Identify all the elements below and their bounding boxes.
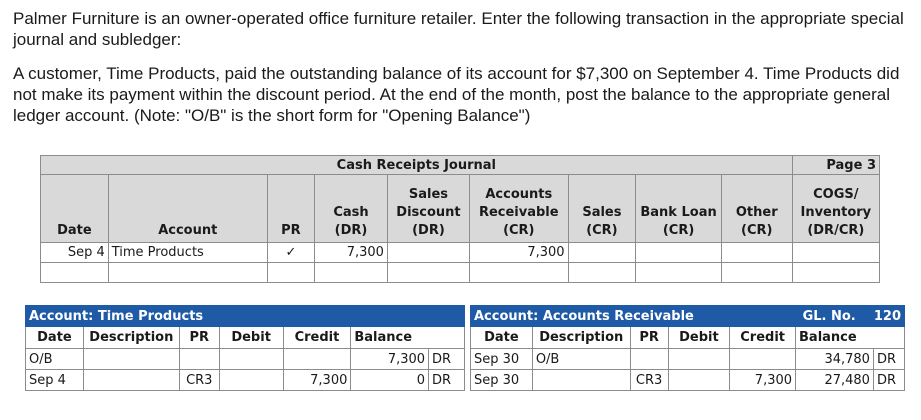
subledger-drcr-cell[interactable]: DR [429, 370, 465, 391]
table-row [26, 349, 465, 370]
subledger-credit-cell[interactable]: 7,300 [283, 370, 351, 391]
journal-empty-cell[interactable] [721, 263, 792, 283]
subledger-date-cell[interactable]: O/B [26, 349, 84, 370]
subledger-time-products [25, 305, 465, 391]
journal-bank-loan-cell[interactable] [636, 243, 722, 263]
cash-receipts-journal [40, 155, 880, 283]
gl-account-title: Account: Accounts Receivable [471, 306, 796, 327]
subledger-col-description: Description [83, 327, 179, 349]
subledger-balance-cell[interactable]: 0 [351, 370, 429, 391]
gl-pr-cell[interactable]: CR3 [630, 370, 668, 391]
general-ledger-accounts-receivable [470, 305, 905, 391]
subledger-description-cell[interactable] [83, 349, 179, 370]
gl-col-debit: Debit [668, 327, 730, 349]
gl-credit-cell[interactable] [730, 349, 796, 370]
col-cogs: COGS/ Inventory (DR/CR) [792, 175, 879, 243]
gl-pr-cell[interactable] [630, 349, 668, 370]
journal-sales-discount-cell[interactable] [387, 243, 469, 263]
subledger-debit-cell[interactable] [219, 370, 283, 391]
intro-text: Palmer Furniture is an owner-operated office furniture retailer. Enter the following transaction in the appropriate special journal and subledger: [13, 9, 904, 49]
subledger-account-title: Account: Time Products [26, 306, 465, 327]
journal-sales-cell[interactable] [568, 243, 636, 263]
subledger-description-cell[interactable] [83, 370, 179, 391]
journal-page: Page 3 [792, 156, 879, 175]
journal-empty-cell[interactable] [568, 263, 636, 283]
col-sales: Sales (CR) [568, 175, 636, 243]
transaction-text: A customer, Time Products, paid the outstanding balance of its account for $7,300 on September 4. Time Products did not make its payment within the discount period. At the end of the month, post the balance to the appropriate general ledger account. (Note: "O/B" is the short form for "Opening Balance") [13, 64, 900, 125]
subledger-col-pr: PR [179, 327, 219, 349]
gl-col-pr: PR [630, 327, 668, 349]
journal-pr-cell[interactable]: ✓ [267, 243, 314, 263]
gl-col-date: Date [471, 327, 533, 349]
journal-ar-cell[interactable]: 7,300 [470, 243, 569, 263]
journal-empty-cell[interactable] [470, 263, 569, 283]
gl-balance-cell[interactable]: 27,480 [796, 370, 874, 391]
gl-drcr-cell[interactable]: DR [873, 349, 904, 370]
journal-empty-cell[interactable] [636, 263, 722, 283]
col-accounts-receivable: Accounts Receivable (CR) [470, 175, 569, 243]
journal-date-cell[interactable]: Sep 4 [41, 243, 109, 263]
table-row [471, 349, 905, 370]
col-pr: PR [267, 175, 314, 243]
gl-debit-cell[interactable] [668, 349, 730, 370]
gl-debit-cell[interactable] [668, 370, 730, 391]
col-date: Date [41, 175, 109, 243]
subledger-debit-cell[interactable] [219, 349, 283, 370]
gl-number: GL. No. 120 [796, 306, 905, 327]
col-bank-loan: Bank Loan (CR) [636, 175, 722, 243]
subledger-balance-cell[interactable]: 7,300 [351, 349, 429, 370]
col-other: Other (CR) [721, 175, 792, 243]
gl-date-cell[interactable]: Sep 30 [471, 349, 533, 370]
table-row [41, 263, 880, 283]
gl-col-description: Description [532, 327, 630, 349]
gl-col-credit: Credit [730, 327, 796, 349]
gl-description-cell[interactable] [532, 370, 630, 391]
journal-empty-cell[interactable] [387, 263, 469, 283]
gl-col-balance: Balance [796, 327, 905, 349]
journal-empty-cell[interactable] [41, 263, 109, 283]
subledger-date-cell[interactable]: Sep 4 [26, 370, 84, 391]
col-cash: Cash (DR) [315, 175, 388, 243]
journal-cogs-cell[interactable] [792, 243, 879, 263]
journal-other-cell[interactable] [721, 243, 792, 263]
subledger-drcr-cell[interactable]: DR [429, 349, 465, 370]
subledger-col-date: Date [26, 327, 84, 349]
journal-title: Cash Receipts Journal [41, 156, 793, 175]
journal-cash-cell[interactable]: 7,300 [315, 243, 388, 263]
subledger-pr-cell[interactable] [179, 349, 219, 370]
gl-drcr-cell[interactable]: DR [873, 370, 904, 391]
gl-balance-cell[interactable]: 34,780 [796, 349, 874, 370]
subledger-col-balance: Balance [351, 327, 465, 349]
journal-empty-cell[interactable] [792, 263, 879, 283]
subledger-pr-cell[interactable]: CR3 [179, 370, 219, 391]
gl-description-cell[interactable]: O/B [532, 349, 630, 370]
subledger-credit-cell[interactable] [283, 349, 351, 370]
col-account: Account [108, 175, 267, 243]
table-row [41, 243, 880, 263]
gl-credit-cell[interactable]: 7,300 [730, 370, 796, 391]
gl-date-cell[interactable]: Sep 30 [471, 370, 533, 391]
journal-empty-cell[interactable] [108, 263, 267, 283]
subledger-col-credit: Credit [283, 327, 351, 349]
table-row [471, 370, 905, 391]
table-row [26, 370, 465, 391]
journal-empty-cell[interactable] [267, 263, 314, 283]
col-sales-discount: Sales Discount (DR) [387, 175, 469, 243]
journal-account-cell[interactable]: Time Products [108, 243, 267, 263]
subledger-col-debit: Debit [219, 327, 283, 349]
journal-empty-cell[interactable] [315, 263, 388, 283]
